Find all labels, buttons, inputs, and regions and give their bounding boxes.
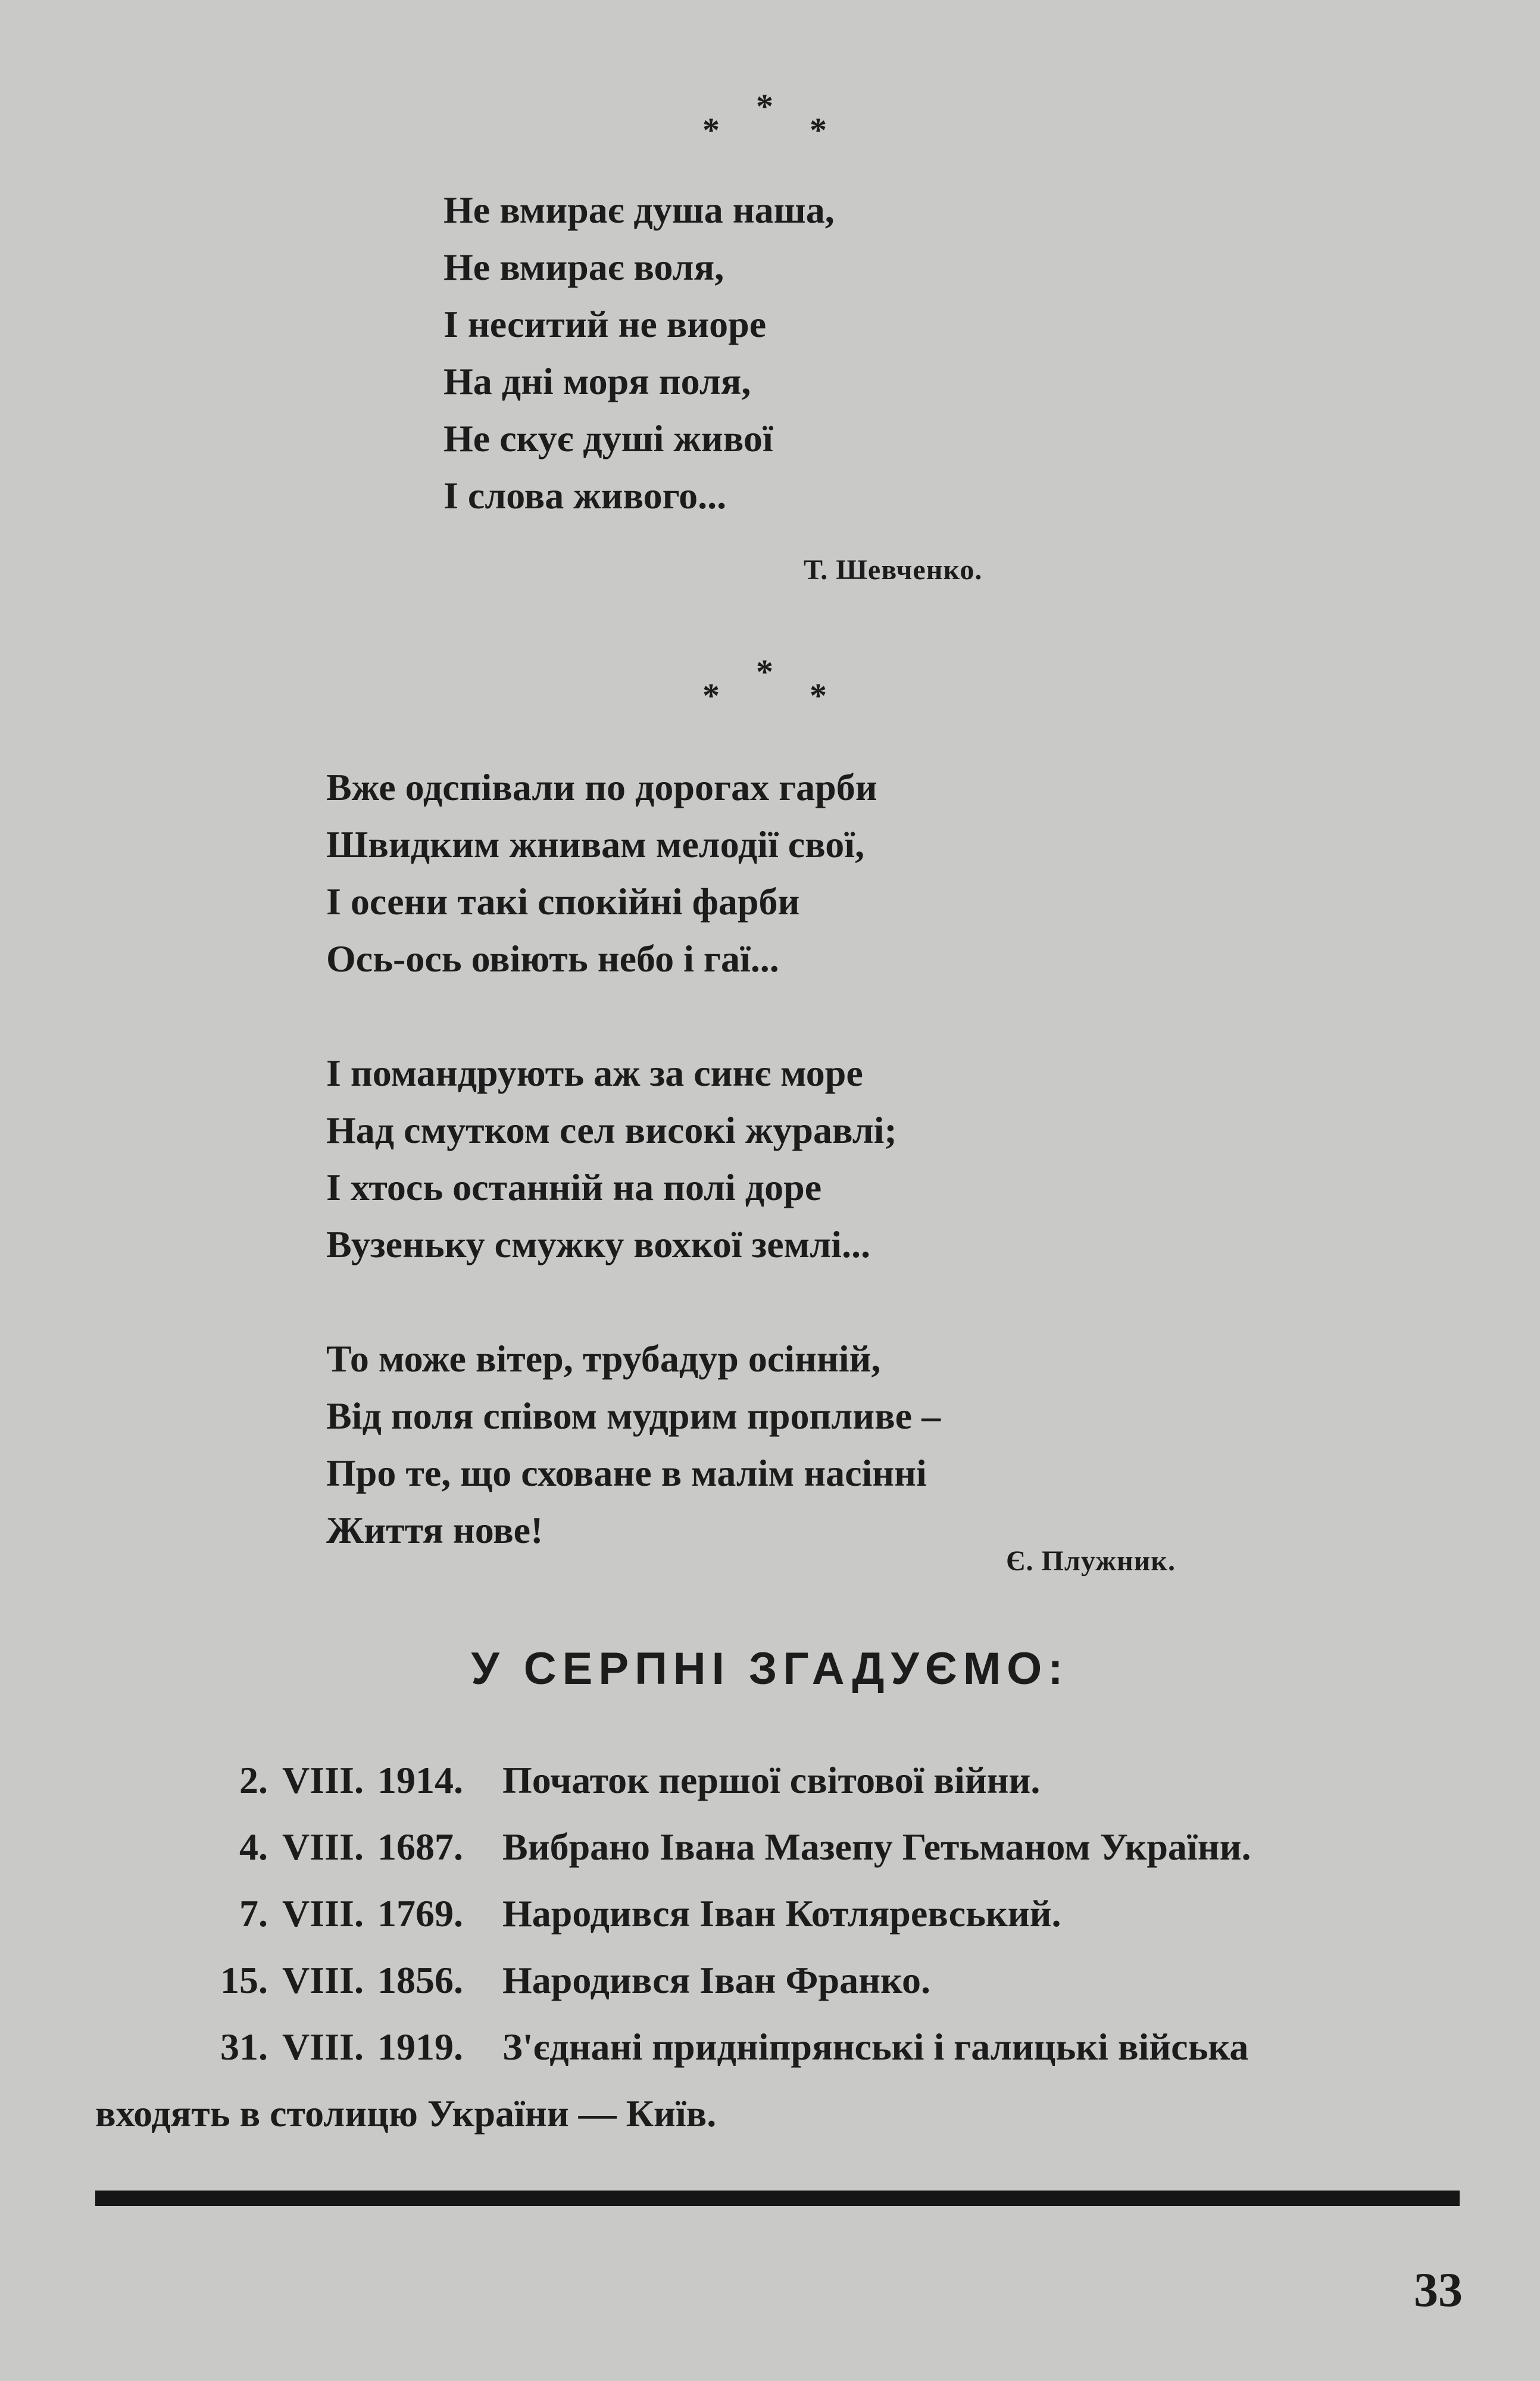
asterism-star: * [810,676,827,715]
poem-line: Вузеньку смужку вохкої землі... [326,1223,870,1266]
poem-line: Не вмирає воля, [443,246,724,288]
date-month: VIII. [282,1959,364,2001]
poem-line: І неситий не виоре [443,303,767,345]
poem-line: Швидким жнивам мелодії свої, [326,823,865,865]
poem-line: І осени такі спокійні фарби [326,880,800,923]
poem-pluzhnyk [326,759,941,1559]
list-item [95,2014,1464,2080]
event-text: входять в столицю України — Київ. [95,2092,717,2135]
stanza-gap [326,988,941,1045]
date-year: 1856. [377,1959,463,2001]
stanza-gap [326,1273,941,1330]
poem-line: Ось-ось овіють небо і гаї... [326,938,779,980]
date-day: 15. [220,1959,268,2001]
poem-line: Вже одспівали по дорогах гарби [326,766,877,808]
bottom-rule [95,2191,1460,2206]
asterism-star: * [756,652,773,691]
asterism-star: * [756,87,773,126]
list-item [95,1880,1464,1947]
asterism-star: * [702,111,720,149]
date-month: VIII. [282,1892,364,1935]
author-shevchenko: Т. Шевченко. [804,554,983,586]
date-month: VIII. [282,1759,364,1801]
list-item [95,1747,1464,1814]
event-text: Народився Іван Франко. [502,1959,930,2001]
list-item [95,1814,1464,1880]
event-text: Початок першої світової війни. [502,1759,1041,1801]
poem-line: І слова живого... [443,474,727,517]
poem-line: Над смутком сел високі журавлі; [326,1109,897,1151]
anniversary-list [95,1747,1464,2147]
date-day: 7. [239,1892,268,1935]
poem-line: То може вітер, трубадур осінній, [326,1338,881,1380]
asterism-1 [679,89,857,155]
date-year: 1919. [377,2026,463,2068]
event-text: З'єднані придніпрянські і галицькі війська [502,2026,1249,2068]
date-day: 4. [239,1826,268,1868]
author-pluzhnyk: Є. Плужник. [1006,1545,1176,1577]
poem-line: І хтось останній на полі доре [326,1166,822,1208]
date-day: 2. [239,1759,268,1801]
asterism-star: * [702,676,720,715]
poem-line: Не скує душі живої [443,417,773,460]
asterism-star: * [810,111,827,149]
date-year: 1687. [377,1826,463,1868]
poem-shevchenko [443,182,835,524]
poem-line: Про те, що сховане в малім насінні [326,1452,927,1494]
date-month: VIII. [282,1826,364,1868]
event-text: Народився Іван Котляревський. [502,1892,1061,1935]
date-day: 31. [220,2026,268,2068]
section-heading: У СЕРПНІ ЗГАДУЄМО: [471,1643,1069,1694]
poem-line: Не вмирає душа наша, [443,189,835,231]
event-text: Вибрано Івана Мазепу Гетьманом України. [502,1826,1251,1868]
date-year: 1769. [377,1892,463,1935]
page-number: 33 [1414,2263,1463,2317]
list-item-continuation [95,2080,1464,2147]
date-month: VIII. [282,2026,364,2068]
poem-line: На дні моря поля, [443,360,751,402]
poem-line: Від поля співом мудрим пропливе – [326,1395,941,1437]
asterism-2 [679,652,857,720]
date-year: 1914. [377,1759,463,1801]
poem-line: Життя нове! [326,1509,543,1551]
list-item [95,1947,1464,2014]
poem-line: І помандрують аж за синє море [326,1052,863,1094]
